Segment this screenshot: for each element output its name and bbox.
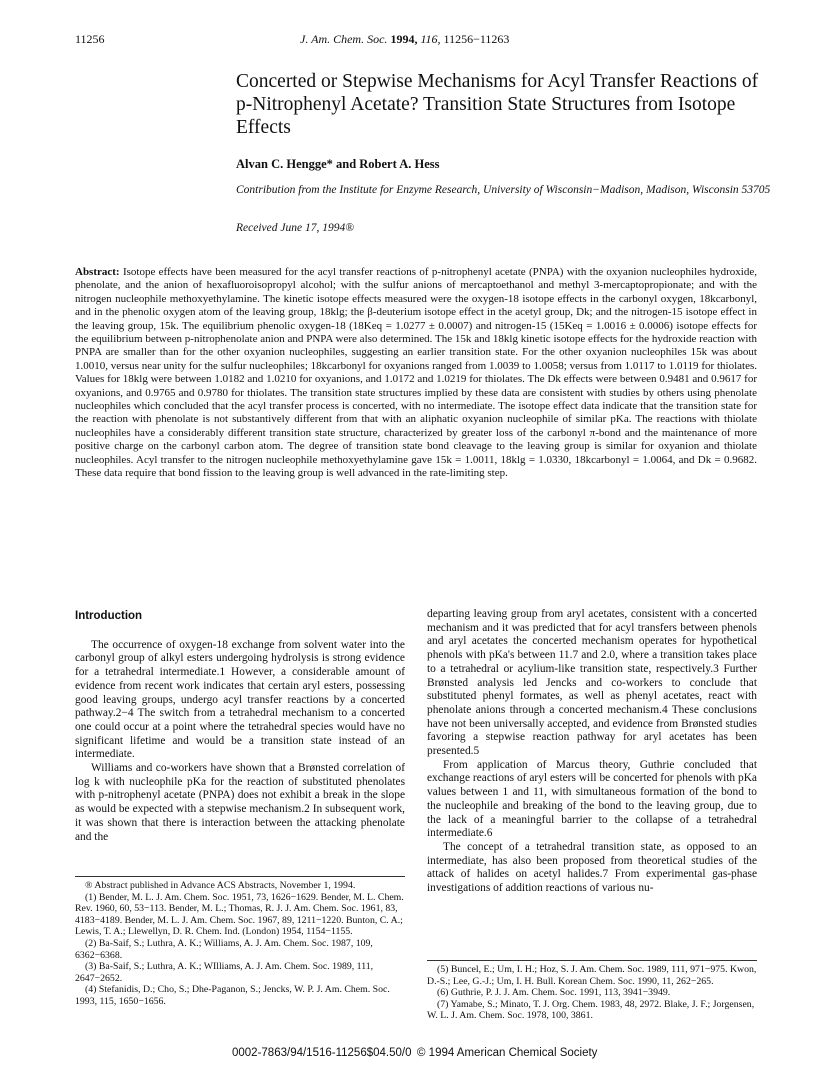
footnote-divider xyxy=(427,960,757,961)
journal-code: 0002-7863/94/1516-11256$04.50/0 xyxy=(232,1047,412,1059)
abstract-label: Abstract: xyxy=(75,266,120,278)
footnote: (4) Stefanidis, D.; Cho, S.; Dhe-Paganon, S.; Jencks, W. P. J. Am. Chem. Soc. 1993, 115, 1650−1656. xyxy=(75,984,390,1007)
received-date: Received June 17, 1994® xyxy=(236,222,354,234)
footnotes-left xyxy=(75,880,405,1008)
footnote-divider xyxy=(75,876,405,877)
footnote: (3) Ba-Saif, S.; Luthra, A. K.; WIlliams, A. J. Am. Chem. Soc. 1989, 111, 2647−2652. xyxy=(75,961,374,984)
paragraph: From application of Marcus theory, Guthrie concluded that exchange reactions of aryl esters will be concerted for phenols with pKa values between 1 and 11, with simultaneous formation of the bond to the nucleophile and breaking of the bond to the leaving group, due to the lack of a meaningful barrier to the collapse of a tetrahedral intermediate.6 xyxy=(427,758,757,840)
footnote: ® Abstract published in Advance ACS Abstracts, November 1, 1994. xyxy=(85,880,356,891)
journal-pages: 11256−11263 xyxy=(443,32,510,46)
page-number: 11256 xyxy=(75,32,105,46)
article-affiliation: Contribution from the Institute for Enzyme Research, University of Wisconsin−Madison, Madison, Wisconsin 53705 xyxy=(236,184,771,196)
paragraph: Williams and co-workers have shown that a Brønsted correlation of log k with nucleophile pKa for the reaction of substituted phenolates with p-nitrophenyl acetate (PNPA) does not exhibit a break in the slope as would be expected with a stepwise mechanism.2 In subsequent work, it was shown that there is interaction between the attacking phenolate and the xyxy=(75,762,405,843)
footnote: (2) Ba-Saif, S.; Luthra, A. K.; Williams, A. J. Am. Chem. Soc. 1987, 109, 6362−6368. xyxy=(75,937,373,961)
abstract-text: Isotope effects have been measured for the acyl transfer reactions of p-nitrophenyl acetate (PNPA) with the oxyanion nucleophiles hydroxide, phenolate, and the anion of hexafluoroisopropyl alcohol; with the sulfur anions of mercaptoethanol and methyl 3-mercaptopropionate; and with the nitrogen nucleophile methoxyethylamine. The kinetic isotope effects measured were the oxygen-18 isotope effects in the carbonyl oxygen, 18kcarbonyl, and in the phenolic oxygen atom of the leaving group, 18klg; the β-deuterium isotope effect in the acetyl group, Dk; and the nitrogen-15 isotope effect in the leaving group, 15k. The equilibrium phenolic oxygen-18 (18Keq = 1.0277 ± 0.0007) and nitrogen-15 (15Keq = 1.0016 ± 0.0006) isotope effects for the equilibrium between p-nitrophenolate anion and PNPA were also determined. The 15k and 18klg kinetic isotope effects for the hydroxide reaction with PNPA are smaller than for the other oxyanion nucleophiles, suggesting an earlier transition state. For the other oxyanion nucleophiles 15k was about 1.0010, versus near unity for the sulfur nucleophiles; 18kcarbonyl for oxyanions ranged from 1.0039 to 1.0058; versus from 1.0117 to 1.0119 for thiolates. Values for 18klg were between 1.0182 and 1.0210 for oxyanions, and 1.0172 and 1.0219 for thiolates. The Dk effects were between 0.9481 and 0.9617 for oxyanions, and 0.9765 and 0.9780 for thiolates. The transition state structures implied by these data are consistent with studies by others using phenolate nucleophiles which concluded that the acyl transfer process is concerted, with no intermediate. The isotope effect data indicate that the transition state for the reaction with phenolate is not substantively different from that with an aliphatic oxyanion nucleophile of similar pKa. The reactions with thiolate nucleophiles have a considerably different transition state structure, characterized by greater loss of the carbonyl π-bond and the maintenance of more positive charge on the carbonyl carbon atom. The degree of transition state bond cleavage to the leaving group is similar for oxyanion and thiolate nucleophiles. Acyl transfer to the nitrogen nucleophile methoxyethylamine gave 15k = 1.0011, 18klg = 1.0330, 18kcarbonyl = 1.0064, and Dk = 0.9682. These data require that bond fission to the leaving group is well advanced in the rate-limiting step. xyxy=(75,266,758,480)
article-title: Concerted or Stepwise Mechanisms for Acyl Transfer Reactions of p-Nitrophenyl Acetate? Transition State Structures from Isotope Effects xyxy=(236,71,759,138)
article-authors: Alvan C. Hengge* and Robert A. Hess xyxy=(236,157,440,171)
paragraph: The concept of a tetrahedral transition state, as opposed to an intermediate, has also been proposed from theoretical studies of the attack of halides on acetyl halides.7 From experimental gas-phase investigations of addition reactions of various nu- xyxy=(427,840,757,895)
journal-citation xyxy=(300,32,509,47)
footnote: (5) Buncel, E.; Um, I. H.; Hoz, S. J. Am. Chem. Soc. 1989, 111, 971−975. Kwon, D.-S.; Lee, G.-J.; Um, I. H. Bull. Korean Chem. Soc. 1990, 11, 262−265. xyxy=(427,964,757,987)
section-heading: Introduction xyxy=(75,610,143,622)
left-column xyxy=(75,606,405,844)
copyright: © 1994 American Chemical Society xyxy=(417,1047,598,1059)
paragraph: departing leaving group from aryl acetates, consistent with a concerted mechanism and it was predicted that for acyl transfers between phenols and aryl acetates the concerted mechanism operates for hypothetical phenols with pKa's between 11.7 and 2.0, where a transition takes place to a tetrahedral or acylium-like transition state, respectively.3 Further Brønsted analysis led Jencks and co-workers to conclude that substituted phenyl formates, as well as phenyl acetates, react with phenolate anions through a concerted mechanism.4 These conclusions have not been universally accepted, and evidence from Brønsted studies favoring a stepwise reaction pathway for aryl acetates has been presented.5 xyxy=(427,608,757,758)
footnote: (1) Bender, M. L. J. Am. Chem. Soc. 1951, 73, 1626−1629. Bender, M. L. Chem. Rev. 1960, 60, 53−113. Bender, M. L.; Thomas, R. J. J. Am. Chem. Soc. 1961, 83, 4183−4189. Bender, M. L. J. Am. Chem. Soc. 1967, 89, 1211−1220. Bunton, C. A.; Lewis, T. A.; Llewellyn, D. R. Chem. Ind. (London) 1954, 1154−1155. xyxy=(75,891,404,938)
abstract xyxy=(75,266,757,481)
journal-year: 1994, xyxy=(390,32,418,46)
right-column xyxy=(427,608,757,896)
journal-name: J. Am. Chem. Soc. xyxy=(300,32,388,46)
paragraph: The occurrence of oxygen-18 exchange from solvent water into the carbonyl group of alkyl esters undergoing hydrolysis is strong evidence for a tetrahedral intermediate.1 However, a considerable amount of evidence from recent work indicates that certain aryl esters, possessing good leaving groups, undergo acyl transfer reactions by a concerted pathway.2−4 The switch from a tetrahedral mechanism to a concerted one could occur at a point where the tetrahedral species would have no significant lifetime and would be a transition state instead of an intermediate. xyxy=(75,638,405,761)
footnote: (6) Guthrie, P. J. J. Am. Chem. Soc. 1991, 113, 3941−3949. xyxy=(437,987,671,999)
footnotes-right xyxy=(427,964,757,1022)
journal-volume: 116, xyxy=(420,32,441,46)
footnote: (7) Yamabe, S.; Minato, T. J. Org. Chem. 1983, 48, 2972. Blake, J. F.; Jorgensen, W. L. J. Am. Chem. Soc. 1978, 100, 3861. xyxy=(427,998,755,1022)
